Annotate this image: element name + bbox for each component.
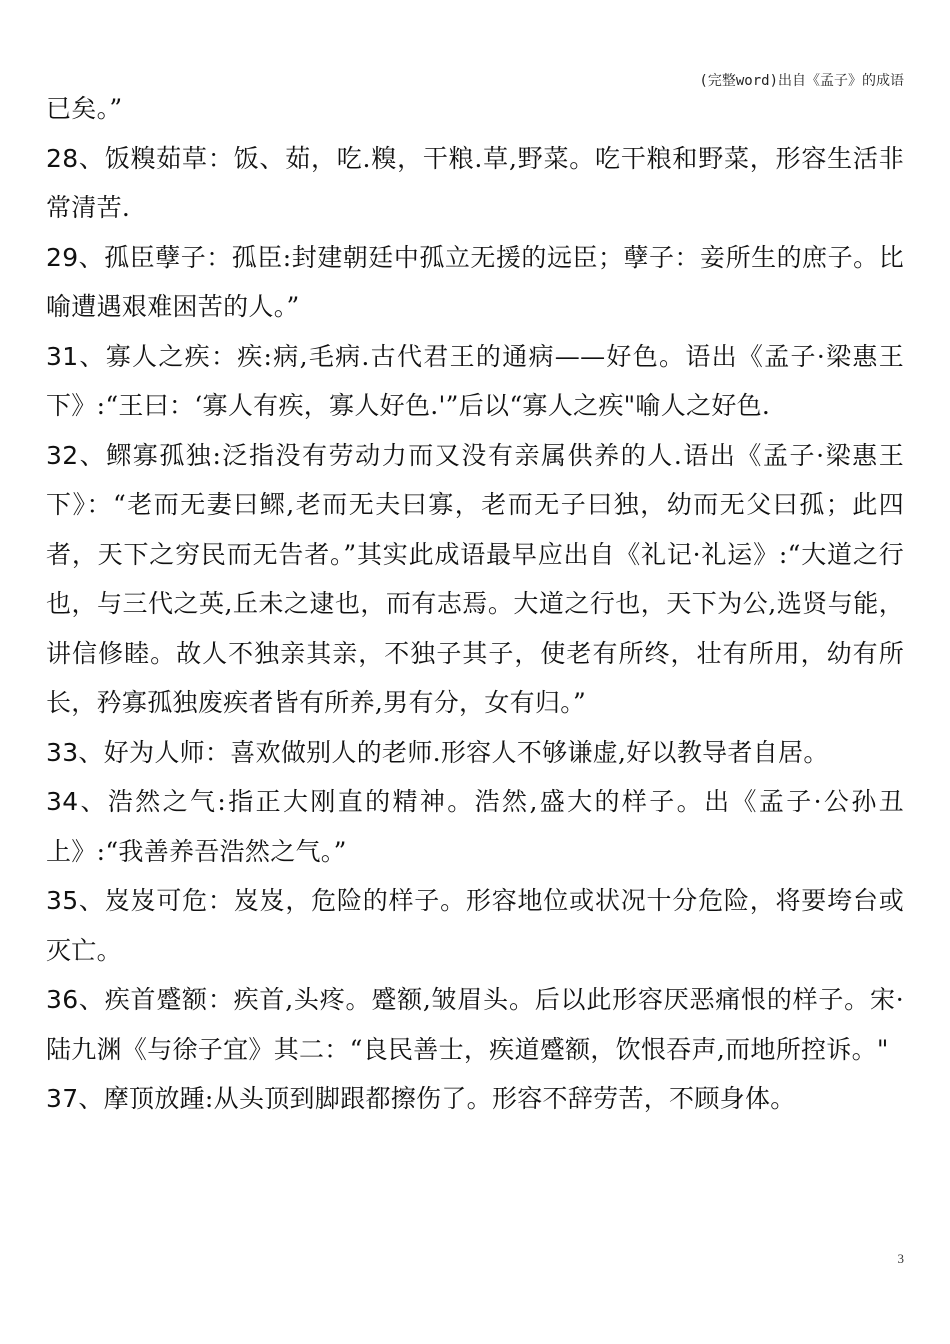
entry-number: 36 <box>46 985 79 1014</box>
entry-text: 、好为人师：喜欢做别人的老师.形容人不够谦虚,好以教导者自居。 <box>78 737 829 767</box>
entry-number: 32 <box>46 440 79 470</box>
document-body <box>46 84 904 1124</box>
entry-number: 29 <box>46 242 79 272</box>
entry-paragraph <box>46 332 904 431</box>
entry-paragraph <box>46 233 904 332</box>
entry-text: 已矣。” <box>46 94 123 123</box>
entry-text: 、岌岌可危：岌岌，危险的样子。形容地位或状况十分危险，将要垮台或灭亡。 <box>46 886 904 965</box>
entry-text: 、浩然之气:指正大刚直的精神。浩然,盛大的样子。出《孟子·公孙丑上》:“我善养吾浩然之气。” <box>46 787 904 866</box>
entry-number: 37 <box>46 1084 79 1113</box>
entry-text: 、寡人之疾：疾:病,毛病.古代君王的通病——好色。语出《孟子·梁惠王下》:“王曰：‘寡人有疾，寡人好色.'”后以“寡人之疾"喻人之好色. <box>46 341 904 420</box>
entry-paragraph <box>46 975 904 1074</box>
entry-paragraph <box>46 134 904 233</box>
entry-text: 、摩顶放踵:从头顶到脚跟都擦伤了。形容不辞劳苦，不顾身体。 <box>78 1084 796 1113</box>
entry-paragraph <box>46 777 904 876</box>
page-number: 3 <box>897 1251 904 1266</box>
entry-number: 33 <box>46 737 79 767</box>
entry-text: 、鳏寡孤独:泛指没有劳动力而又没有亲属供养的人.语出《孟子·梁惠王下》：“老而无妻曰鳏,老而无夫曰寡，老而无子曰独，幼而无父曰孤；此四者，天下之穷民而无告者。”其实此成语最早应出自《礼记·礼运》:“大道之行也，与三代之英,丘未之逮也，而有志焉。大道之行也，天下为公,选贤与能，讲信修睦。故人不独亲其亲，不独子其子，使老有所终，壮有所用，幼有所长，矜寡孤独废疾者皆有所养,男有分，女有归。” <box>46 440 904 717</box>
entry-paragraph <box>46 728 904 778</box>
entry-text: 、疾首蹙额：疾首,头疼。蹙额,皱眉头。后以此形容厌恶痛恨的样子。宋·陆九渊《与徐子宜》其二：“良民善士，疾道蹙额，饮恨吞声,而地所控诉。" <box>46 985 904 1064</box>
entry-number: 34 <box>46 787 79 816</box>
entry-number: 35 <box>46 886 79 915</box>
entry-paragraph <box>46 876 904 975</box>
entry-text: 、饭糗茹草：饭、茹，吃.糗，干粮.草,野菜。吃干粮和野菜，形容生活非常清苦. <box>46 143 904 222</box>
entry-number: 31 <box>46 341 79 371</box>
entry-paragraph <box>46 84 904 134</box>
entry-paragraph <box>46 1074 904 1124</box>
entry-paragraph <box>46 431 904 728</box>
entry-text: 、孤臣孽子：孤臣:封建朝廷中孤立无援的远臣；孽子：妾所生的庶子。比喻遭遇艰难困苦的人。” <box>46 242 904 321</box>
entry-number: 28 <box>46 143 79 173</box>
document-header-title: (完整word)出自《孟子》的成语 <box>699 73 904 89</box>
